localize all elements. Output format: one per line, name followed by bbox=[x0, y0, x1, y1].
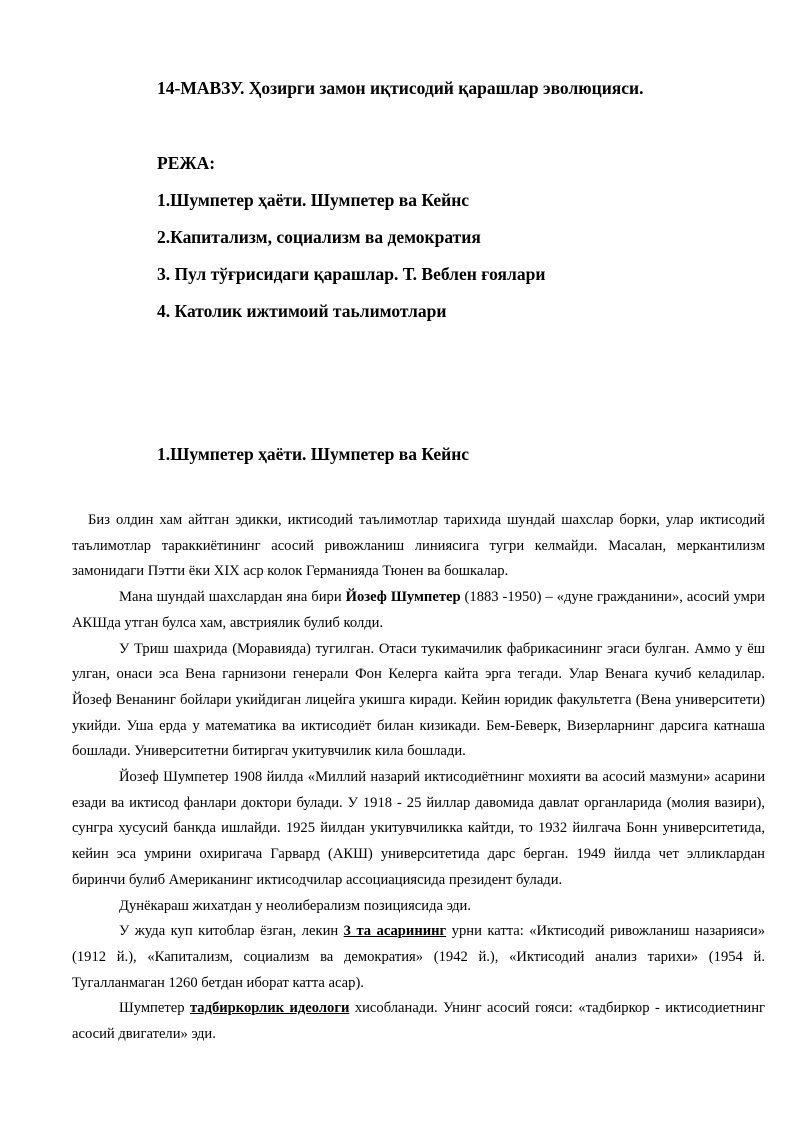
paragraph: Биз олдин хам айтган эдикки, иктисодий таълимотлар тарихида шундай шахслар борки, улар иктисодий таълимотлар тараккиётининг асосий ривожланиш линиясига тугри келмайди. Масалан, меркантилизм замонидаги Пэтти ёки XIX аср колок Германияда Тюнен ва бошкалар. bbox=[72, 512, 765, 580]
paragraph-text: хисобланади. Унинг асосий гояси: «тадбиркор - иктисодиетнинг асосий двигатели» эди. bbox=[72, 1000, 765, 1043]
person-name-bold: Йозеф Шумпетер bbox=[345, 589, 461, 606]
emphasis-bold-underline: 3 та асарининг bbox=[343, 923, 447, 940]
paragraph-text: Шумпетер bbox=[119, 1000, 190, 1017]
paragraph-text: урни катта: «Иктисодий ривожланиш назарияси» (1912 й.), «Капитализм, социализм ва демократия» (1942 й.), «Иктисодий анализ тарихи» (1954 й. Тугалланмаган 1260 бетдан иборат катта асар). bbox=[72, 923, 765, 991]
paragraph-text: У жуда куп китоблар ёзган, лекин bbox=[119, 923, 344, 940]
document-title: 14-МАВЗУ. Ҳозирги замон иқтисодий қарашлар эволюцияси. bbox=[157, 78, 644, 98]
plan-item-2: 2.Капитализм, социализм ва демократия bbox=[157, 227, 481, 247]
section-heading: 1.Шумпетер ҳаёти. Шумпетер ва Кейнс bbox=[157, 444, 470, 464]
paragraph: Йозеф Шумпетер 1908 йилда «Миллий назарий иктисодиётнинг мохияти ва асосий мазмуни» асарини езади ва иктисод фанлари доктори булади. У 1918 - 25 йиллар давомида давлат органларида (молия вазири), сунгра хусусий банкда ишлайди. 1925 йилдан укитувчиликка кайтди, то 1932 йилгача Бонн университетида, кейин эса умрини охиригача Гарвард (АКШ) университетида дарс берган. 1949 йилда чет элликлардан биринчи булиб Американинг иктисодчилар ассоциациясида президент булади. bbox=[72, 769, 765, 888]
paragraph-text: (1883 -1950) – «дуне гражданини», асосий умри АКШда утган булса хам, австриялик булиб колди. bbox=[72, 589, 765, 631]
paragraph: Дунёкараш жихатдан у неолиберализм позициясида эди. bbox=[119, 897, 472, 914]
plan-item-1: 1.Шумпетер ҳаёти. Шумпетер ва Кейнс bbox=[157, 190, 470, 210]
emphasis-bold-underline: тадбиркорлик идеологи bbox=[189, 1000, 350, 1017]
paragraph: У Триш шахрида (Моравияда) тугилган. Отаси тукимачилик фабрикасининг эгаси булган. Аммо у ёш улган, онаси эса Вена гарнизони генерали Фон Келерга кайта эрга тегади. Улар Венага кучиб келадилар. Йозеф Венанинг бойлари укийдиган лицейга укишга киради. Кейин юридик факультетга (Вена университети) укийди. Уша ерда у математика ва иктисодиёт билан кизикади. Бем-Беверк, Визерларнинг дарсига катнаша бошлади. Университетни битиргач укитувчилик кила бошлади. bbox=[72, 640, 765, 760]
paragraph bbox=[72, 585, 765, 636]
paragraph bbox=[72, 919, 765, 996]
body-text bbox=[72, 508, 765, 1048]
plan-item-4: 4. Католик ижтимоий таьлимотлари bbox=[157, 301, 447, 321]
plan-item-3: 3. Пул тўғрисидаги қарашлар. Т. Веблен ғоялари bbox=[157, 264, 546, 284]
plan-heading: РЕЖА: bbox=[157, 153, 216, 173]
paragraph-text: Мана шундай шахслардан яна бири bbox=[119, 589, 346, 606]
paragraph bbox=[72, 996, 765, 1047]
